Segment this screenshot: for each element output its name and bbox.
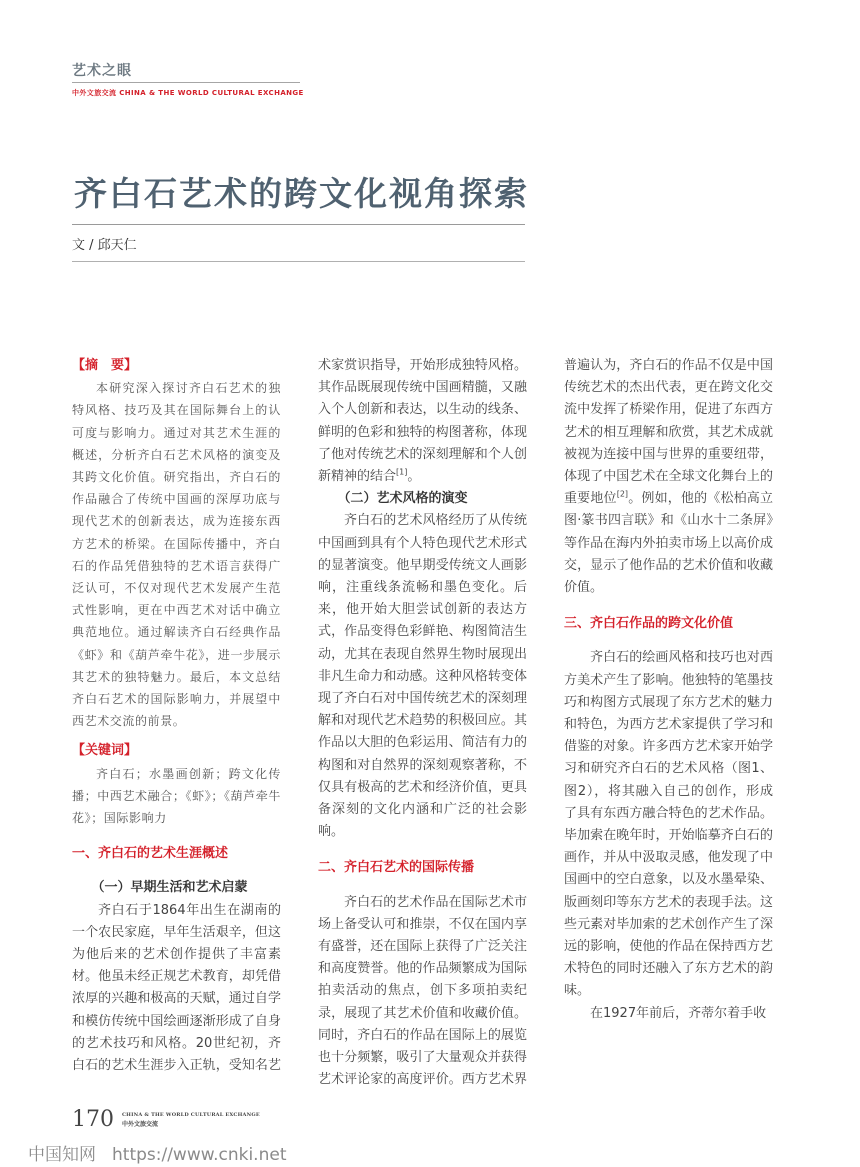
title-divider: [72, 224, 525, 225]
keywords-text: 齐白石；水墨画创新；跨文化传播；中西艺术融合；《虾》；《葫芦牵牛花》；国际影响力: [72, 766, 281, 826]
magazine-name: 中外文旅交流 CHINA & THE WORLD CULTURAL EXCHANGE: [72, 89, 304, 97]
footer-magazine-cn: 中外文旅交流: [122, 1121, 159, 1128]
header-divider: [72, 82, 300, 83]
author-byline: 文 / 邱天仁: [72, 238, 137, 253]
paragraph-end: 。例如，他的《松柏高立图·篆书四言联》和《山水十二条屏》等作品在海内外拍卖市场上以高价成交，显示了他作品的艺术价值和收藏价值。: [564, 491, 773, 596]
keywords-label: 【关键词】: [72, 743, 138, 759]
citation-1[interactable]: [1]: [396, 467, 408, 477]
section-3-paragraph-2: 在1927年前后，齐蒂尔着手收: [590, 1005, 767, 1021]
section-3-paragraph-1: 齐白石的绘画风格和技巧也对西方美术产生了影响。他独特的笔墨技巧和构图方式展现了东方艺术的魅力和特色，为西方艺术家提供了学习和借鉴的对象。许多西方艺术家开始学习和研究齐白石的艺术风格（图1、图2），将其融入自己的创作，形成了具有东西方融合特色的艺术作品。毕加索在晚年时，开始临摹齐白石的画作，并从中汲取灵感，他发现了中国画中的空白意象，以及水墨晕染、版画刻印等东方艺术的表现手法。这些元素对毕加索的艺术创作产生了深远的影响，使他的作品在保持西方艺术特色的同时还融入了东方艺术的韵味。: [564, 650, 773, 999]
section-heading-3: 三、齐白石作品的跨文化价值: [564, 616, 734, 632]
column-name: 艺术之眼: [72, 63, 132, 79]
abstract-label: 【摘 要】: [72, 358, 138, 373]
byline-divider: [72, 261, 525, 262]
cnki-watermark: [28, 1140, 286, 1165]
section-1-paragraph-2: 齐白石的艺术风格经历了从传统中国画到具有个人特色现代艺术形式的显著演变。他早期受传统文人画影响，注重线条流畅和墨色变化。后来，他开始大胆尝试创新的表达方式，作品变得色彩鲜艳、构图简洁生动，尤其在表现自然界生物时展现出非凡生命力和动感。这种风格转变体现了齐白石对中国传统艺术的深刻理解和对现代艺术趋势的积极回应。其作品以大胆的色彩运用、简洁有力的构图和对自然界的深刻观察著称，不仅具有极高的艺术和经济价值，更具备深刻的文化内涵和广泛的社会影响。: [318, 513, 527, 840]
watermark-site-name: 中国知网: [28, 1145, 96, 1165]
abstract-text: 本研究深入探讨齐白石艺术的独特风格、技巧及其在国际舞台上的认可度与影响力。通过对其艺术生涯的概述，分析齐白石艺术风格的演变及其跨文化价值。研究指出，齐白石的作品融合了传统中国画的深厚功底与现代艺术的创新表达，成为连接东西方艺术的桥梁。在国际传播中，齐白石的作品凭借独特的艺术语言获得广泛认可，不仅对现代艺术发展产生范式性影响，更在中西艺术对话中确立典范地位。通过解读齐白石经典作品《虾》和《葫芦牵牛花》，进一步展示其艺术的独特魅力。最后，本文总结齐白石艺术的国际影响力，并展望中西艺术交流的前景。: [72, 381, 281, 729]
page-number: 170: [72, 1107, 114, 1132]
section-heading-1: 一、齐白石的艺术生涯概述: [72, 846, 229, 862]
footer-magazine-en: CHINA & THE WORLD CULTURAL EXCHANGE: [122, 1112, 260, 1118]
section-heading-2: 二、齐白石艺术的国际传播: [318, 860, 475, 876]
article-title: 齐白石艺术的跨文化视角探索: [74, 174, 529, 213]
paragraph-text: 齐白石于1864年出生在湖南的一个农民家庭，早年生活艰辛，但这为他后来的艺术创作提供了丰富素材。他虽未经正规艺术教育，却凭借浓厚的兴趣和极高的天赋，通过自学和模仿传统中国绘画逐渐形成了自身的艺术技巧和风格。20世纪初，齐白石的艺术生涯步入正轨，受知名艺术家赏识指导，开始形成独特风格。其作品既展现传统中国画精髓，又融入个人创新和表达，以生动的线条、鲜明的色彩和独特的构图著称，体现了他对传统艺术的深刻理解和个人创新精神的结合: [72, 358, 527, 1074]
paragraph-end: 。: [407, 469, 421, 485]
paragraph-text: 齐白石的艺术作品在国际艺术市场上备受认可和推崇，不仅在国内享有盛誉，还在国际上获得了广泛关注和高度赞誉。他的作品频繁成为国际拍卖活动的焦点，创下多项拍卖纪录，展现了其艺术价值和收藏价值。同时，齐白石的作品在国际上的展览也十分频繁，吸引了大量观众并获得艺术评论家的高度评价。西方艺术界普遍认为，齐白石的作品不仅是中国传统艺术的杰出代表，更在跨文化交流中发挥了桥梁作用，促进了东西方艺术的相互理解和欣赏，其艺术成就被视为连接中国与世界的重要纽带，体现了中国艺术在全球文化舞台上的重要地位: [318, 358, 773, 1088]
subsection-heading-1-2: （二）艺术风格的演变: [337, 491, 468, 507]
article-body: [72, 355, 773, 1095]
citation-2[interactable]: [2]: [616, 489, 629, 499]
watermark-url[interactable]: https://www.cnki.net: [112, 1145, 287, 1165]
subsection-heading-1-1: （一）早期生活和艺术启蒙: [91, 880, 248, 896]
